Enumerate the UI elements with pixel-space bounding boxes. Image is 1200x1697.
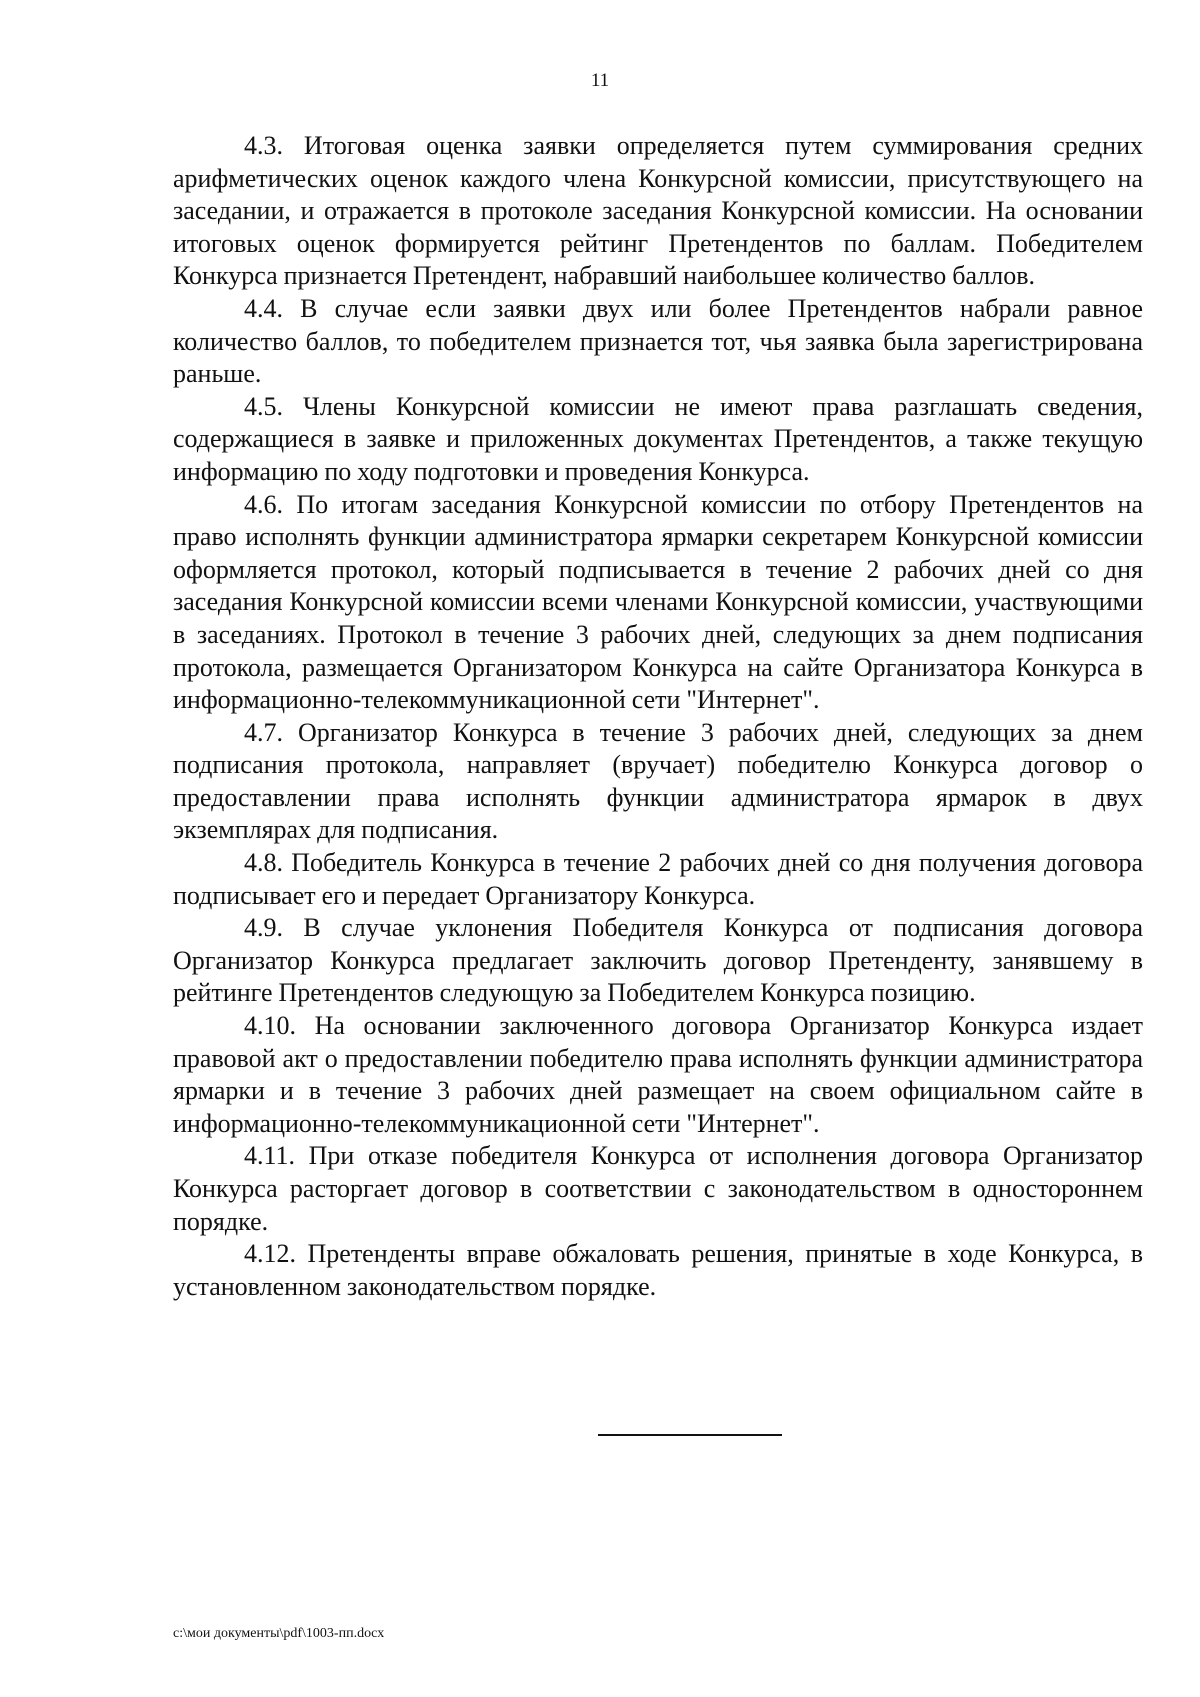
footer-file-path: c:\мои документы\pdf\1003-пп.docx (173, 1626, 385, 1641)
end-divider-line (598, 1434, 782, 1436)
page-number: 11 (590, 70, 610, 91)
paragraph-4-8: 4.8. Победитель Конкурса в течение 2 рабочих дней со дня получения договора подписывает его и передает Организатору Конкурса. (173, 848, 1143, 910)
paragraph-4-9: 4.9. В случае уклонения Победителя Конкурса от подписания договора Организатор Конкурса предлагает заключить договор Претенденту, занявшему в рейтинге Претендентов следующую за Победителем Конкурса позицию. (173, 913, 1143, 1008)
paragraph-4-12: 4.12. Претенденты вправе обжаловать решения, принятые в ходе Конкурса, в установленном законодательством порядке. (173, 1239, 1143, 1301)
paragraph-4-4: 4.4. В случае если заявки двух или более Претендентов набрали равное количество баллов, то победителем признается тот, чья заявка была зарегистрирована раньше. (173, 293, 1143, 389)
paragraph-4-10: 4.10. На основании заключенного договора Организатор Конкурса издает правовой акт о предоставлении победителю права исполнять функции администратора ярмарки и в течение 3 рабочих дней размещает на своем официальном сайте в информационно-телекоммуникационной сети "Интернет". (173, 1011, 1143, 1138)
paragraph-4-7: 4.7. Организатор Конкурса в течение 3 рабочих дней, следующих за днем подписания протокола, направляет (вручает) победителю Конкурса договор о предоставлении права исполнять функции администратора ярмарок в двух экземплярах для подписания. (173, 717, 1143, 845)
document-body (173, 130, 1143, 1303)
paragraph-4-6: 4.6. По итогам заседания Конкурсной комиссии по отбору Претендентов на право исполнять функции администратора ярмарки секретарем Конкурсной комиссии оформляется протокол, который подписывается в течение 2 рабочих дней со дня заседания Конкурсной комиссии всеми членами Конкурсной комиссии, участвующими в заседаниях. Протокол в течение 3 рабочих дней, следующих за днем подписания протокола, размещается Организатором Конкурса на сайте Организатора Конкурса в информационно-телекоммуникационной сети "Интернет". (173, 489, 1143, 715)
paragraph-4-11: 4.11. При отказе победителя Конкурса от исполнения договора Организатор Конкурса расторгает договор в соответствии с законодательством в одностороннем порядке. (173, 1141, 1143, 1236)
paragraph-4-5: 4.5. Члены Конкурсной комиссии не имеют права разглашать сведения, содержащиеся в заявке и приложенных документах Претендентов, а также текущую информацию по ходу подготовки и проведения Конкурса. (173, 391, 1143, 486)
paragraph-4-3: 4.3. Итоговая оценка заявки определяется путем суммирования средних арифметических оценок каждого члена Конкурсной комиссии, присутствующего на заседании, и отражается в протоколе заседания Конкурсной комиссии. На основании итоговых оценок формируется рейтинг Претендентов по баллам. Победителем Конкурса признается Претендент, набравший наибольшее количество баллов. (173, 131, 1143, 291)
